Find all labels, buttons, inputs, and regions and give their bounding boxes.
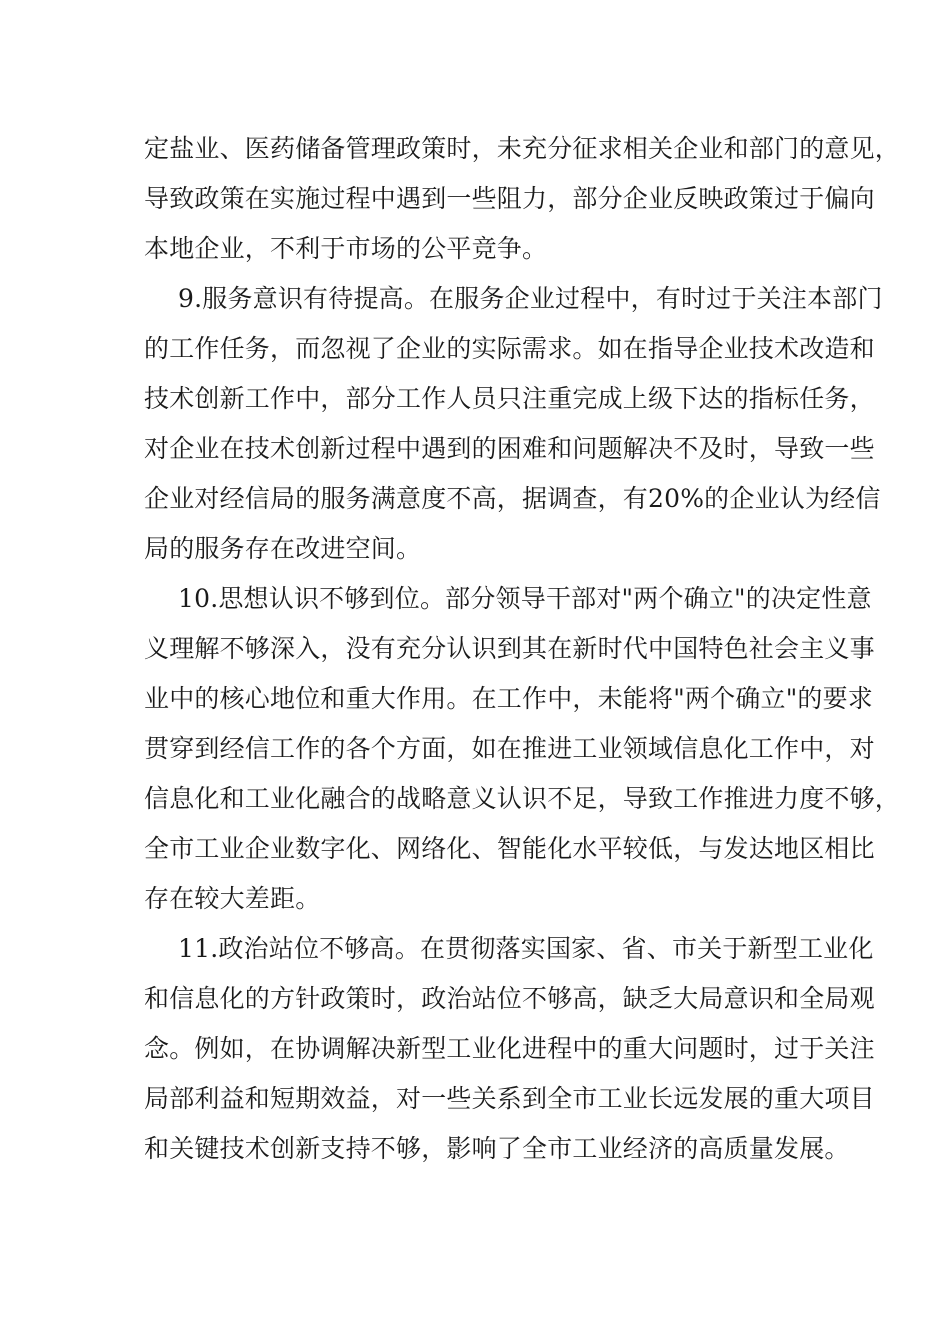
- text-line: 技术创新工作中，部分工作人员只注重完成上级下达的指标任务，: [144, 384, 875, 413]
- text-line: 和信息化的方针政策时，政治站位不够高，缺乏大局意识和全局观: [144, 984, 875, 1013]
- paragraph-start-11: 11.政治站位不够高。在贯彻落实国家、省、市关于新型工业化: [178, 934, 874, 963]
- text-line: 贯穿到经信工作的各个方面，如在推进工业领域信息化工作中，对: [144, 734, 875, 763]
- text-line: 导致政策在实施过程中遇到一些阻力，部分企业反映政策过于偏向: [144, 184, 875, 213]
- text-line: 义理解不够深入，没有充分认识到其在新时代中国特色社会主义事: [144, 634, 875, 663]
- text-line: 业中的核心地位和重大作用。在工作中，未能将"两个确立"的要求: [144, 684, 874, 713]
- text-line: 全市工业企业数字化、网络化、智能化水平较低，与发达地区相比: [144, 834, 875, 863]
- paragraph-start-9: 9.服务意识有待提高。在服务企业过程中，有时过于关注本部门: [178, 284, 883, 313]
- text-line: 信息化和工业化融合的战略意义认识不足，导致工作推进力度不够，: [144, 784, 901, 813]
- paragraph-start-10: 10.思想认识不够到位。部分领导干部对"两个确立"的决定性意: [178, 584, 872, 613]
- text-line: 念。例如，在协调解决新型工业化进程中的重大问题时，过于关注: [144, 1034, 875, 1063]
- text-line: 局的服务存在改进空间。: [144, 534, 422, 563]
- text-line: 存在较大差距。: [144, 884, 321, 913]
- text-line: 的工作任务，而忽视了企业的实际需求。如在指导企业技术改造和: [144, 334, 875, 363]
- text-line: 本地企业，不利于市场的公平竞争。: [144, 234, 548, 263]
- text-line: 和关键技术创新支持不够，影响了全市工业经济的高质量发展。: [144, 1134, 850, 1163]
- text-line: 企业对经信局的服务满意度不高，据调查，有20%的企业认为经信: [144, 484, 881, 513]
- text-line: 局部利益和短期效益，对一些关系到全市工业长远发展的重大项目: [144, 1084, 875, 1113]
- text-line: 对企业在技术创新过程中遇到的困难和问题解决不及时，导致一些: [144, 434, 875, 463]
- text-line: 定盐业、医药储备管理政策时，未充分征求相关企业和部门的意见，: [144, 134, 901, 163]
